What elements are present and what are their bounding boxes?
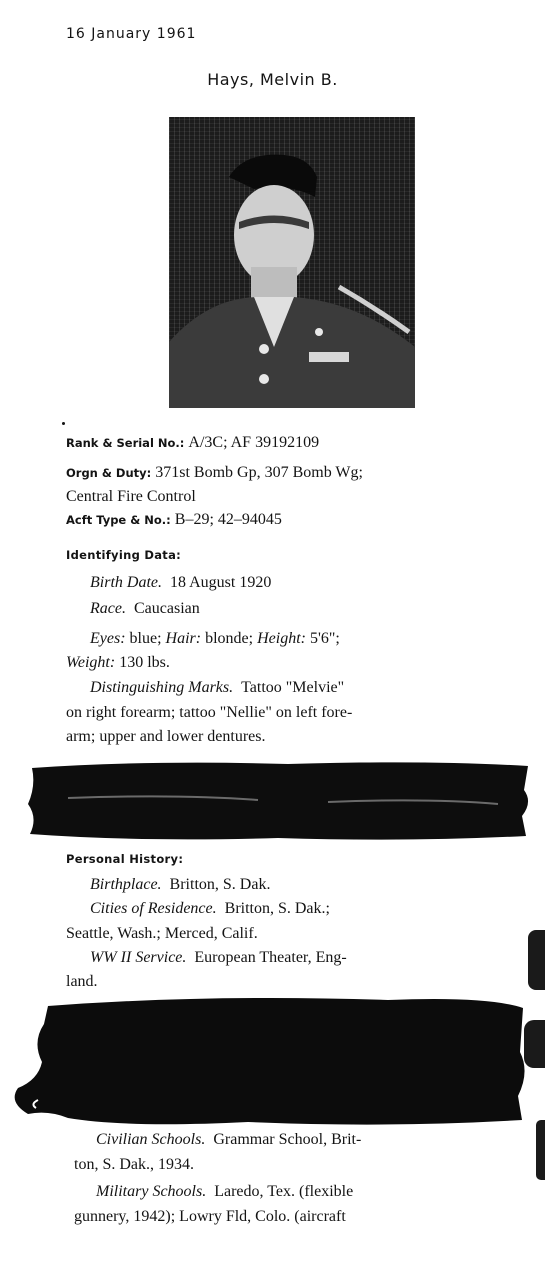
marks-value-3: arm; upper and lower dentures.	[66, 728, 266, 745]
eyes-value: blue;	[129, 630, 162, 647]
cities-label: Cities of Residence.	[90, 900, 217, 917]
rank-label: Rank & Serial No.:	[66, 436, 185, 450]
weight-label: Weight:	[66, 654, 116, 671]
ink-dot	[62, 422, 65, 425]
marks-value-2: on right forearm; tattoo "Nellie" on left fore-	[66, 704, 353, 721]
redaction-bar-1	[28, 760, 533, 842]
cities-value-2: Seattle, Wash.; Merced, Calif.	[66, 925, 258, 942]
orgn-value-cont: Central Fire Control	[66, 488, 196, 505]
marks-label: Distinguishing Marks.	[90, 679, 234, 696]
height-label: Height:	[257, 630, 306, 647]
ww2-value-1: European Theater, Eng-	[194, 949, 347, 966]
rank-value: A/3C; AF 39192109	[188, 434, 320, 451]
orgn-value: 371st Bomb Gp, 307 Bomb Wg;	[155, 464, 363, 481]
hair-label: Hair:	[165, 630, 202, 647]
birthplace-label: Birthplace.	[90, 876, 162, 893]
race-label: Race.	[90, 600, 126, 617]
civilian-schools-label: Civilian Schools.	[96, 1131, 206, 1148]
civilian-schools-value-2: ton, S. Dak., 1934.	[74, 1156, 194, 1173]
document-date: 16 January 1961	[66, 26, 197, 42]
marks-value-1: Tattoo "Melvie"	[241, 679, 345, 696]
person-name: Hays, Melvin B.	[207, 70, 338, 89]
birth-date-value: 18 August 1920	[170, 574, 272, 591]
birth-date-label: Birth Date.	[90, 574, 162, 591]
cities-value-1: Britton, S. Dak.;	[224, 900, 330, 917]
scan-edge-mark	[536, 1120, 545, 1180]
personal-heading: Personal History:	[66, 852, 184, 866]
military-schools-value-2: gunnery, 1942); Lowry Fld, Colo. (aircraft	[74, 1208, 346, 1225]
hair-value: blonde;	[205, 630, 254, 647]
acft-label: Acft Type & No.:	[66, 513, 171, 527]
ww2-value-2: land.	[66, 973, 98, 990]
military-schools-value-1: Laredo, Tex. (flexible	[214, 1183, 354, 1200]
civilian-schools-value-1: Grammar School, Brit-	[213, 1131, 362, 1148]
identifying-heading: Identifying Data:	[66, 548, 182, 562]
ww2-label: WW II Service.	[90, 949, 187, 966]
scan-edge-mark	[528, 930, 545, 990]
eyes-label: Eyes:	[90, 630, 126, 647]
orgn-label: Orgn & Duty:	[66, 466, 152, 480]
redaction-bar-2	[8, 992, 530, 1128]
military-schools-label: Military Schools.	[96, 1183, 207, 1200]
weight-value: 130 lbs.	[119, 654, 170, 671]
race-value: Caucasian	[133, 600, 200, 617]
scan-edge-mark	[524, 1020, 545, 1068]
height-value: 5'6";	[309, 630, 340, 647]
acft-value: B–29; 42–94045	[174, 511, 282, 528]
birthplace-value: Britton, S. Dak.	[169, 876, 271, 893]
portrait-photo	[169, 117, 415, 408]
portrait-figure	[169, 117, 415, 408]
